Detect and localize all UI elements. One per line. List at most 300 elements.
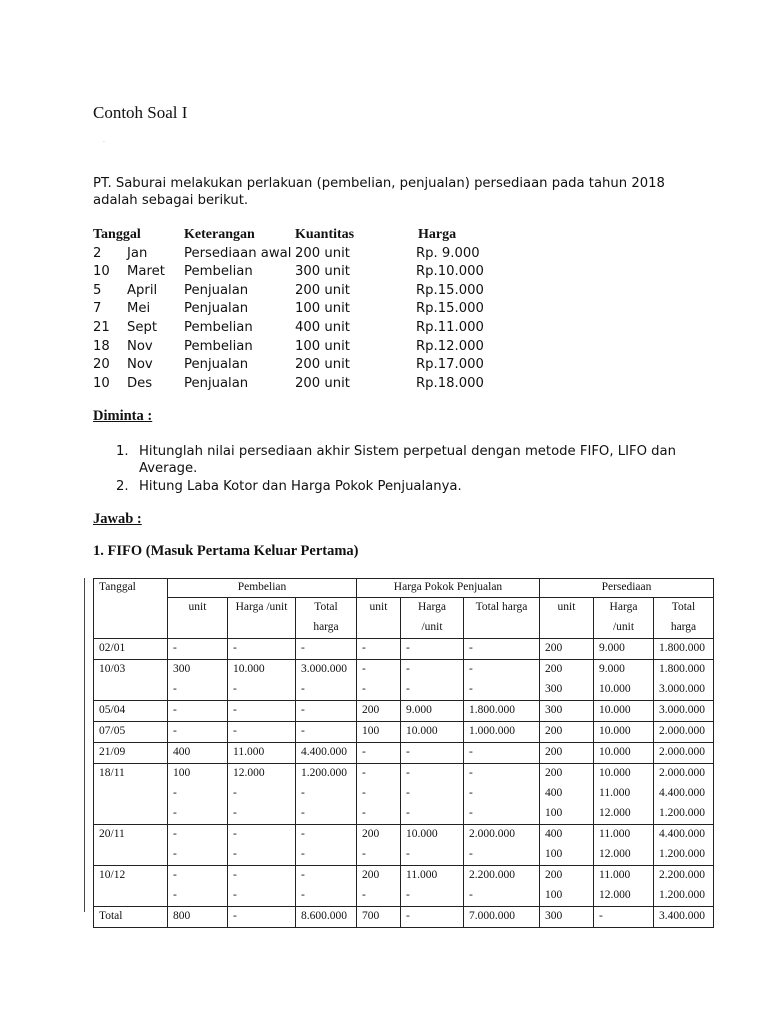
- fifo-date-text: Total: [99, 910, 123, 922]
- fifo-cell-value: -: [469, 787, 473, 799]
- fifo-cell: [296, 825, 357, 866]
- transaction-price: Rp.18.000: [416, 375, 484, 391]
- fifo-header-cogs: Harga Pokok Penjualan: [357, 579, 540, 598]
- fifo-row: [94, 866, 714, 907]
- fifo-cell: [357, 866, 401, 907]
- fifo-cell: [357, 764, 401, 825]
- fifo-cell: [594, 907, 654, 928]
- fifo-date-text: 10/03: [99, 663, 126, 675]
- fifo-cell-value: 11.000: [599, 828, 631, 840]
- fifo-cell: [296, 764, 357, 825]
- transaction-description: Persediaan awal: [184, 245, 292, 261]
- fifo-cell: [228, 866, 296, 907]
- fifo-cell: [464, 825, 540, 866]
- header-quantity: Kuantitas: [295, 227, 355, 242]
- fifo-sub-header-line: unit: [557, 601, 576, 613]
- fifo-cell-value: 1.200.000: [659, 889, 705, 901]
- fifo-cell: [357, 639, 401, 660]
- fifo-cell-value: 12.000: [599, 807, 631, 819]
- fifo-cell: [357, 660, 401, 701]
- fifo-cell-value: -: [406, 807, 410, 819]
- transaction-price: Rp.15.000: [416, 301, 484, 317]
- transaction-day: 21: [93, 319, 110, 335]
- fifo-cell-value: 2.000.000: [659, 725, 705, 737]
- fifo-cell-value: 11.000: [233, 746, 265, 758]
- fifo-cell-value: 10.000: [599, 767, 631, 779]
- fifo-row: [94, 825, 714, 866]
- transaction-description: Penjualan: [184, 375, 249, 391]
- fifo-cell-value: -: [233, 642, 237, 654]
- transaction-day: 2: [93, 245, 102, 261]
- fifo-cell: [228, 701, 296, 722]
- transaction-quantity: 200 unit: [295, 357, 350, 373]
- transaction-day: 10: [93, 375, 110, 391]
- fifo-cell: [168, 743, 228, 764]
- transaction-month: Jan: [127, 245, 148, 261]
- fifo-cell-value: -: [406, 848, 410, 860]
- fifo-cell: [357, 701, 401, 722]
- task-text: Hitung Laba Kotor dan Harga Pokok Penjualanya.: [139, 479, 462, 494]
- fifo-sub-header-line: unit: [188, 601, 207, 613]
- fifo-sub-header-line: Total: [671, 601, 696, 613]
- fifo-sub-header: [654, 598, 714, 639]
- fifo-cell: [168, 701, 228, 722]
- fifo-cell-value: 7.000.000: [469, 910, 515, 922]
- fifo-date: [94, 764, 168, 825]
- task-item: [116, 443, 676, 477]
- fifo-cell-value: -: [406, 746, 410, 758]
- fifo-cell-value: 400: [173, 746, 191, 758]
- fifo-cell-value: -: [301, 889, 305, 901]
- fifo-sub-header-line: Total harga: [475, 601, 528, 613]
- fifo-cell-value: -: [362, 807, 366, 819]
- fifo-cell-value: -: [301, 848, 305, 860]
- fifo-date: [94, 639, 168, 660]
- transaction-quantity: 200 unit: [295, 282, 350, 298]
- fifo-cell: [540, 764, 594, 825]
- fifo-cell-value: 12.000: [599, 848, 631, 860]
- fifo-cell: [464, 639, 540, 660]
- fifo-cell-value: 1.800.000: [659, 663, 705, 675]
- fifo-cell: [168, 825, 228, 866]
- fifo-cell: [464, 866, 540, 907]
- fifo-cell-value: 3.000.000: [301, 663, 347, 675]
- transaction-quantity: 300 unit: [295, 264, 350, 280]
- fifo-row: [94, 701, 714, 722]
- fifo-cell-value: 11.000: [599, 869, 631, 881]
- fifo-cell-value: 1.200.000: [659, 848, 705, 860]
- transaction-month: Sept: [127, 319, 158, 335]
- fifo-cell-value: 200: [545, 869, 563, 881]
- transaction-description: Penjualan: [184, 357, 249, 373]
- fifo-cell-value: -: [173, 787, 177, 799]
- fifo-cell: [654, 743, 714, 764]
- fifo-cell: [401, 701, 464, 722]
- fifo-cell: [654, 639, 714, 660]
- fifo-row: [94, 722, 714, 743]
- fifo-cell: [168, 866, 228, 907]
- fifo-cell-value: 10.000: [599, 683, 631, 695]
- transaction-month: Nov: [127, 338, 153, 354]
- fifo-cell-value: -: [406, 787, 410, 799]
- fifo-cell-value: 200: [545, 663, 563, 675]
- transaction-description: Pembelian: [184, 319, 253, 335]
- stray-mark: .: [103, 137, 105, 144]
- fifo-cell-value: -: [406, 663, 410, 675]
- fifo-cell-value: -: [362, 787, 366, 799]
- transaction-price: Rp.17.000: [416, 357, 484, 373]
- fifo-cell-value: 200: [362, 869, 380, 881]
- fifo-cell: [594, 764, 654, 825]
- fifo-cell: [654, 825, 714, 866]
- fifo-cell: [540, 660, 594, 701]
- fifo-cell-value: 3.400.000: [659, 910, 705, 922]
- fifo-cell-value: 10.000: [406, 828, 438, 840]
- fifo-cell-value: -: [469, 807, 473, 819]
- fifo-cell-value: -: [233, 869, 237, 881]
- fifo-sub-header-line: Harga /unit: [235, 601, 288, 613]
- fifo-cell-value: 12.000: [599, 889, 631, 901]
- fifo-cell: [464, 907, 540, 928]
- fifo-cell: [228, 660, 296, 701]
- fifo-cell-value: 200: [545, 767, 563, 779]
- fifo-sub-header-line: Harga: [609, 601, 638, 613]
- fifo-cell-value: 200: [362, 704, 380, 716]
- transaction-quantity: 400 unit: [295, 319, 350, 335]
- fifo-cell-value: -: [173, 807, 177, 819]
- fifo-cell-value: 2.000.000: [659, 767, 705, 779]
- fifo-cell-value: -: [406, 910, 410, 922]
- fifo-cell-value: 100: [545, 848, 563, 860]
- transaction-day: 5: [93, 282, 102, 298]
- fifo-cell: [401, 866, 464, 907]
- fifo-sub-header-line: harga: [670, 621, 697, 633]
- fifo-cell-value: 300: [545, 683, 563, 695]
- fifo-cell-value: -: [406, 642, 410, 654]
- margin-rule: [84, 578, 85, 912]
- fifo-cell: [540, 701, 594, 722]
- transaction-description: Pembelian: [184, 264, 253, 280]
- fifo-cell-value: 200: [545, 642, 563, 654]
- fifo-cell-value: -: [233, 889, 237, 901]
- fifo-cell-value: -: [301, 787, 305, 799]
- fifo-cell: [357, 743, 401, 764]
- fifo-cell-value: -: [599, 910, 603, 922]
- transaction-price: Rp. 9.000: [416, 245, 480, 261]
- fifo-cell: [296, 722, 357, 743]
- fifo-cell-value: 200: [362, 828, 380, 840]
- fifo-date-text: 05/04: [99, 704, 126, 716]
- fifo-cell-value: 10.000: [599, 746, 631, 758]
- fifo-cell-value: 10.000: [233, 663, 265, 675]
- fifo-sub-header: [464, 598, 540, 639]
- fifo-cell: [228, 907, 296, 928]
- fifo-cell: [401, 743, 464, 764]
- fifo-cell: [540, 743, 594, 764]
- fifo-cell: [540, 722, 594, 743]
- fifo-cell: [401, 660, 464, 701]
- fifo-cell-value: 400: [545, 787, 563, 799]
- transaction-month: Mei: [127, 301, 151, 317]
- fifo-cell: [594, 743, 654, 764]
- fifo-cell-value: -: [406, 767, 410, 779]
- fifo-cell: [228, 722, 296, 743]
- fifo-date-text: 20/11: [99, 828, 125, 840]
- fifo-cell-value: 10.000: [599, 704, 631, 716]
- fifo-cell-value: -: [469, 683, 473, 695]
- fifo-cell-value: -: [173, 869, 177, 881]
- diminta-heading: Diminta :: [93, 408, 153, 424]
- fifo-cell-value: 10.000: [406, 725, 438, 737]
- fifo-cell: [401, 764, 464, 825]
- fifo-cell-value: 3.000.000: [659, 683, 705, 695]
- transaction-price: Rp.12.000: [416, 338, 484, 354]
- fifo-date: [94, 722, 168, 743]
- fifo-date: [94, 701, 168, 722]
- transaction-description: Penjualan: [184, 282, 249, 298]
- fifo-cell-value: 9.000: [599, 663, 625, 675]
- header-date: Tanggal: [93, 227, 141, 242]
- task-text: Hitunglah nilai persediaan akhir Sistem perpetual dengan metode FIFO, LIFO dan Average.: [139, 444, 676, 476]
- jawab-heading: Jawab :: [93, 511, 142, 527]
- fifo-cell-value: -: [233, 683, 237, 695]
- fifo-cell: [654, 764, 714, 825]
- fifo-cell: [401, 639, 464, 660]
- fifo-cell-value: -: [233, 807, 237, 819]
- transaction-price: Rp.15.000: [416, 282, 484, 298]
- transaction-month: Nov: [127, 357, 153, 373]
- fifo-cell-value: 700: [362, 910, 380, 922]
- fifo-row: [94, 639, 714, 660]
- fifo-table-body: [94, 639, 714, 928]
- fifo-cell-value: -: [469, 746, 473, 758]
- page-title: Contoh Soal I: [93, 103, 188, 122]
- transaction-day: 18: [93, 338, 110, 354]
- fifo-cell-value: -: [173, 828, 177, 840]
- fifo-cell: [401, 907, 464, 928]
- fifo-cell-value: 9.000: [599, 642, 625, 654]
- fifo-sub-header-line: /unit: [612, 621, 635, 633]
- fifo-cell-value: 100: [362, 725, 380, 737]
- fifo-header-date: Tanggal: [94, 579, 168, 639]
- fifo-cell-value: 300: [545, 910, 563, 922]
- fifo-cell: [654, 722, 714, 743]
- fifo-date-text: 02/01: [99, 642, 126, 654]
- fifo-cell-value: 12.000: [233, 767, 265, 779]
- fifo-cell-value: -: [362, 642, 366, 654]
- fifo-cell-value: -: [173, 704, 177, 716]
- fifo-cell-value: -: [301, 642, 305, 654]
- transaction-day: 7: [93, 301, 102, 317]
- fifo-sub-header-line: Harga: [418, 601, 446, 613]
- fifo-cell-value: -: [469, 642, 473, 654]
- fifo-cell-value: -: [301, 869, 305, 881]
- fifo-cell: [296, 743, 357, 764]
- fifo-cell: [401, 825, 464, 866]
- transaction-day: 20: [93, 357, 110, 373]
- fifo-cell-value: 11.000: [406, 869, 438, 881]
- fifo-cell: [296, 639, 357, 660]
- fifo-sub-header-line: harga: [313, 621, 339, 633]
- fifo-cell: [540, 866, 594, 907]
- fifo-cell: [594, 825, 654, 866]
- fifo-cell-value: -: [469, 767, 473, 779]
- fifo-cell: [401, 722, 464, 743]
- fifo-cell: [594, 639, 654, 660]
- fifo-cell-value: -: [301, 807, 305, 819]
- fifo-cell-value: -: [173, 725, 177, 737]
- fifo-cell-value: -: [406, 889, 410, 901]
- fifo-cell-value: -: [362, 767, 366, 779]
- fifo-date: [94, 825, 168, 866]
- fifo-cell-value: 1.800.000: [469, 704, 515, 716]
- fifo-sub-header: [228, 598, 296, 639]
- fifo-cell: [228, 825, 296, 866]
- fifo-cell-value: 300: [173, 663, 191, 675]
- transaction-quantity: 100 unit: [295, 301, 350, 317]
- fifo-cell: [296, 660, 357, 701]
- fifo-cell-value: 9.000: [406, 704, 432, 716]
- fifo-cell-value: 200: [545, 746, 563, 758]
- fifo-sub-header: [296, 598, 357, 639]
- fifo-cell: [594, 660, 654, 701]
- fifo-cell-value: 2.000.000: [659, 746, 705, 758]
- fifo-cell: [540, 825, 594, 866]
- fifo-cell-value: 1.000.000: [469, 725, 515, 737]
- fifo-heading: 1. FIFO (Masuk Pertama Keluar Pertama): [93, 543, 359, 559]
- transaction-month: Maret: [127, 264, 165, 280]
- fifo-cell-value: -: [362, 848, 366, 860]
- transaction-quantity: 100 unit: [295, 338, 350, 354]
- fifo-cell: [594, 701, 654, 722]
- fifo-date: [94, 866, 168, 907]
- fifo-sub-header: [540, 598, 594, 639]
- fifo-cell: [168, 639, 228, 660]
- fifo-cell-value: 10.000: [599, 725, 631, 737]
- fifo-sub-header: [357, 598, 401, 639]
- fifo-date-text: 18/11: [99, 767, 125, 779]
- fifo-table: [93, 578, 714, 928]
- transaction-price: Rp.10.000: [416, 264, 484, 280]
- fifo-row: [94, 764, 714, 825]
- fifo-cell-value: -: [362, 683, 366, 695]
- fifo-date-text: 07/05: [99, 725, 126, 737]
- fifo-cell-value: 8.600.000: [301, 910, 347, 922]
- fifo-date: [94, 743, 168, 764]
- fifo-cell-value: -: [233, 787, 237, 799]
- fifo-date: [94, 660, 168, 701]
- fifo-cell-value: -: [362, 663, 366, 675]
- fifo-cell: [594, 722, 654, 743]
- transaction-description: Pembelian: [184, 338, 253, 354]
- header-price: Harga: [418, 227, 457, 242]
- fifo-date: [94, 907, 168, 928]
- fifo-header-purchase: Pembelian: [168, 579, 357, 598]
- fifo-cell-value: 3.000.000: [659, 704, 705, 716]
- fifo-cell-value: 300: [545, 704, 563, 716]
- fifo-cell-value: -: [173, 889, 177, 901]
- fifo-sub-header-line: /unit: [421, 621, 443, 633]
- fifo-sub-header: [401, 598, 464, 639]
- fifo-cell-value: -: [469, 663, 473, 675]
- fifo-cell-value: -: [301, 704, 305, 716]
- fifo-cell-value: 1.200.000: [659, 807, 705, 819]
- fifo-cell-value: 1.200.000: [301, 767, 347, 779]
- fifo-cell-value: 800: [173, 910, 191, 922]
- fifo-cell-value: -: [301, 683, 305, 695]
- fifo-cell: [296, 907, 357, 928]
- fifo-sub-header: [594, 598, 654, 639]
- fifo-cell-value: -: [301, 828, 305, 840]
- fifo-cell: [228, 639, 296, 660]
- fifo-cell-value: -: [173, 642, 177, 654]
- fifo-sub-header-row: [94, 598, 714, 639]
- fifo-cell-value: -: [362, 746, 366, 758]
- transaction-quantity: 200 unit: [295, 245, 350, 261]
- fifo-cell: [296, 866, 357, 907]
- transaction-quantity: 200 unit: [295, 375, 350, 391]
- transaction-price: Rp.11.000: [416, 319, 484, 335]
- fifo-group-header-row: [94, 579, 714, 598]
- fifo-cell-value: 1.800.000: [659, 642, 705, 654]
- fifo-cell-value: -: [469, 889, 473, 901]
- fifo-cell-value: 2.200.000: [469, 869, 515, 881]
- fifo-cell-value: 100: [545, 889, 563, 901]
- transaction-day: 10: [93, 264, 110, 280]
- fifo-cell-value: 200: [545, 725, 563, 737]
- fifo-cell-value: 2.200.000: [659, 869, 705, 881]
- fifo-cell: [168, 660, 228, 701]
- fifo-cell: [464, 743, 540, 764]
- fifo-cell-value: 4.400.000: [659, 787, 705, 799]
- fifo-sub-header-line: unit: [369, 601, 388, 613]
- fifo-cell-value: -: [233, 725, 237, 737]
- fifo-cell: [168, 907, 228, 928]
- transaction-month: Des: [127, 375, 153, 391]
- fifo-cell: [464, 722, 540, 743]
- fifo-cell: [357, 722, 401, 743]
- fifo-cell: [357, 825, 401, 866]
- fifo-cell-value: 100: [173, 767, 191, 779]
- fifo-cell-value: -: [233, 828, 237, 840]
- task-number: 2.: [116, 479, 129, 494]
- fifo-cell-value: -: [233, 848, 237, 860]
- fifo-cell-value: -: [173, 848, 177, 860]
- fifo-cell: [357, 907, 401, 928]
- task-number: 1.: [116, 444, 129, 459]
- fifo-row: [94, 907, 714, 928]
- fifo-sub-header-line: Total: [314, 601, 338, 613]
- fifo-date-text: 21/09: [99, 746, 126, 758]
- fifo-cell-value: -: [301, 725, 305, 737]
- fifo-cell: [654, 907, 714, 928]
- transaction-month: April: [127, 282, 158, 298]
- fifo-row: [94, 660, 714, 701]
- fifo-cell: [168, 722, 228, 743]
- fifo-cell: [296, 701, 357, 722]
- task-item: [116, 478, 676, 495]
- header-description: Keterangan: [184, 227, 255, 242]
- fifo-cell-value: 11.000: [599, 787, 631, 799]
- fifo-cell: [594, 866, 654, 907]
- fifo-sub-header: [168, 598, 228, 639]
- fifo-row: [94, 743, 714, 764]
- fifo-cell: [540, 907, 594, 928]
- fifo-cell-value: 100: [545, 807, 563, 819]
- fifo-cell-value: -: [406, 683, 410, 695]
- fifo-cell: [654, 701, 714, 722]
- fifo-cell-value: 4.400.000: [301, 746, 347, 758]
